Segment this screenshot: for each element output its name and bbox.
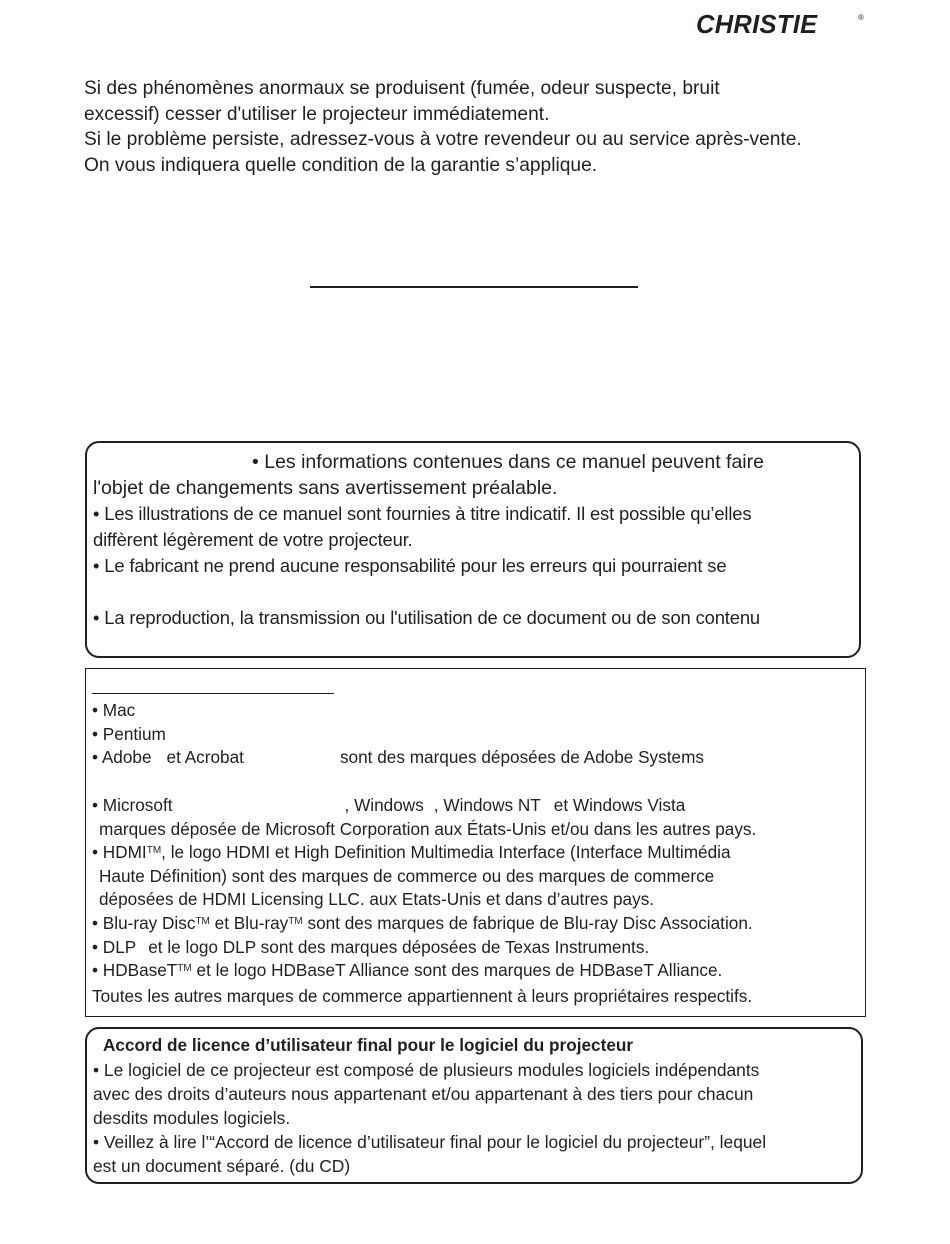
notice-line: • La reproduction, la transmission ou l'utilisation de ce document ou de son contenu: [93, 607, 760, 628]
trademarks-box: [85, 668, 866, 1017]
license-line: desdits modules logiciels.: [93, 1108, 291, 1128]
intro-line: Si le problème persiste, adressez-vous à votre revendeur ou au service après-vente.: [84, 129, 802, 150]
license-line: • Le logiciel de ce projecteur est composé de plusieurs modules logiciels indépendants: [93, 1060, 760, 1080]
intro-line: excessif) cesser d'utiliser le projecteur immédiatement.: [84, 103, 550, 125]
trademark-hdbaset: • HDBaseT™ et le logo HDBaseT Alliance sont des marques de HDBaseT Alliance.: [92, 960, 723, 980]
notice-box: [85, 441, 861, 658]
section-divider: [310, 286, 638, 288]
heading-underline: [92, 693, 334, 694]
notice-line: • Le fabricant ne prend aucune responsabilité pour les erreurs qui pourraient se: [93, 555, 727, 576]
intro-paragraph: [84, 76, 802, 178]
notice-line: • Les informations contenues dans ce manuel peuvent faire: [252, 451, 764, 473]
trademark-mac: • Mac: [92, 700, 136, 720]
trademark-pentium: • Pentium: [92, 724, 166, 744]
license-line: est un document séparé. (du CD): [93, 1156, 351, 1176]
trademark-bluray: • Blu-ray Disc™ et Blu-ray™ sont des marques de fabrique de Blu-ray Disc Association.: [92, 913, 753, 933]
intro-line: On vous indiquera quelle condition de la garantie s’applique.: [84, 154, 598, 176]
license-line: • Veillez à lire l’“Accord de licence d’utilisateur final pour le logiciel du projecteur”, lequel: [93, 1132, 767, 1152]
trademark-hdmi: • HDMI™, le logo HDMI et High Definition Multimedia Interface (Interface Multimédia: [92, 842, 731, 862]
license-title: Accord de licence d’utilisateur final pour le logiciel du projecteur: [103, 1035, 634, 1055]
trademark-adobe: • Adobe et Acrobat sont des marques déposées de Adobe Systems: [92, 747, 704, 767]
trademark-dlp: • DLP et le logo DLP sont des marques déposées de Texas Instruments.: [92, 937, 650, 957]
notice-line: diffèrent légèrement de votre projecteur.: [93, 529, 413, 550]
notice-line: l'objet de changements sans avertissement préalable.: [93, 477, 558, 499]
license-line: avec des droits d’auteurs nous appartenant et/ou appartenant à des tiers pour chacun: [93, 1084, 754, 1104]
christie-logo: [696, 8, 866, 38]
license-box: [85, 1027, 863, 1184]
trademark-hdmi-cont: Haute Définition) sont des marques de commerce ou des marques de commerce: [99, 866, 715, 886]
trademark-others: Toutes les autres marques de commerce appartiennent à leurs propriétaires respectifs.: [92, 986, 753, 1006]
registered-mark: ®: [858, 13, 864, 22]
intro-line: Si des phénomènes anormaux se produisent (fumée, odeur suspecte, bruit: [84, 78, 720, 99]
trademark-hdmi-cont: déposées de HDMI Licensing LLC. aux Etats-Unis et dans d’autres pays.: [99, 889, 655, 909]
trademark-microsoft: • Microsoft , Windows , Windows NT et Windows Vista: [92, 795, 686, 815]
notice-line: • Les illustrations de ce manuel sont fournies à titre indicatif. Il est possible qu’elles: [93, 503, 752, 524]
trademark-microsoft-cont: marques déposée de Microsoft Corporation aux États-Unis et/ou dans les autres pays.: [99, 819, 757, 839]
logo-text: CHRISTIE: [696, 11, 818, 38]
